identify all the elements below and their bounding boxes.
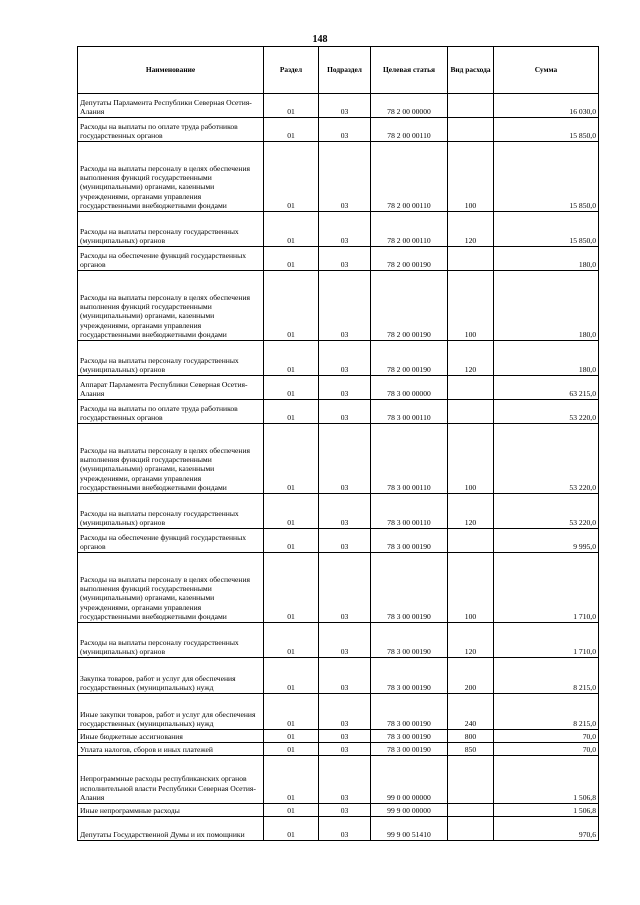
cell-section: 01 <box>264 271 319 341</box>
cell-name: Расходы на выплаты персоналу в целях обеспечения выполнения функций государственными (муниципальными) органами, казенными учреждениями, органами управления государственными внебюджетными фондами <box>78 424 264 494</box>
cell-section: 01 <box>264 212 319 247</box>
cell-name: Расходы на выплаты персоналу государственных (муниципальных) органов <box>78 341 264 376</box>
cell-section: 01 <box>264 804 319 817</box>
cell-sum: 180,0 <box>494 271 599 341</box>
cell-sum: 9 995,0 <box>494 529 599 553</box>
cell-name: Депутаты Парламента Республики Северная Осетия-Алания <box>78 94 264 118</box>
cell-expense-type <box>448 400 494 424</box>
cell-subsection: 03 <box>319 804 371 817</box>
cell-target: 78 3 00 00190 <box>371 743 448 756</box>
cell-subsection: 03 <box>319 730 371 743</box>
table-row <box>78 424 599 494</box>
table-row <box>78 817 599 841</box>
table-row <box>78 271 599 341</box>
cell-expense-type <box>448 756 494 804</box>
cell-sum: 63 215,0 <box>494 376 599 400</box>
cell-sum: 70,0 <box>494 743 599 756</box>
cell-name: Расходы на выплаты персоналу государственных (муниципальных) органов <box>78 623 264 658</box>
table-body <box>78 94 599 841</box>
cell-section: 01 <box>264 118 319 142</box>
cell-name: Депутаты Государственной Думы и их помощники <box>78 817 264 841</box>
table-row <box>78 376 599 400</box>
cell-name: Расходы на обеспечение функций государственных органов <box>78 247 264 271</box>
table-row <box>78 94 599 118</box>
cell-section: 01 <box>264 756 319 804</box>
table-row <box>78 400 599 424</box>
cell-section: 01 <box>264 142 319 212</box>
cell-sum: 180,0 <box>494 247 599 271</box>
cell-sum: 53 220,0 <box>494 400 599 424</box>
cell-expense-type: 120 <box>448 623 494 658</box>
cell-name: Расходы на выплаты персоналу в целях обеспечения выполнения функций государственными (муниципальными) органами, казенными учреждениями, органами управления государственными внебюджетными фондами <box>78 553 264 623</box>
header-sum: Сумма <box>494 47 599 94</box>
cell-target: 78 2 00 00190 <box>371 271 448 341</box>
cell-subsection: 03 <box>319 553 371 623</box>
cell-name: Иные непрограммные расходы <box>78 804 264 817</box>
cell-expense-type: 120 <box>448 341 494 376</box>
cell-target: 78 2 00 00110 <box>371 212 448 247</box>
cell-subsection: 03 <box>319 341 371 376</box>
cell-subsection: 03 <box>319 118 371 142</box>
table-row <box>78 553 599 623</box>
cell-sum: 970,6 <box>494 817 599 841</box>
cell-sum: 53 220,0 <box>494 494 599 529</box>
cell-section: 01 <box>264 400 319 424</box>
page-number: 148 <box>312 34 328 45</box>
cell-subsection: 03 <box>319 817 371 841</box>
cell-sum: 15 850,0 <box>494 118 599 142</box>
budget-table <box>77 46 599 841</box>
cell-sum: 180,0 <box>494 341 599 376</box>
cell-name: Расходы на выплаты по оплате труда работников государственных органов <box>78 118 264 142</box>
cell-subsection: 03 <box>319 623 371 658</box>
cell-subsection: 03 <box>319 142 371 212</box>
cell-section: 01 <box>264 694 319 730</box>
cell-name: Расходы на выплаты персоналу государственных (муниципальных) органов <box>78 494 264 529</box>
table-row <box>78 743 599 756</box>
cell-expense-type <box>448 247 494 271</box>
cell-section: 01 <box>264 623 319 658</box>
table-header-row <box>78 47 599 94</box>
cell-subsection: 03 <box>319 694 371 730</box>
table-row <box>78 341 599 376</box>
cell-section: 01 <box>264 743 319 756</box>
cell-name: Иные бюджетные ассигнования <box>78 730 264 743</box>
table-row <box>78 804 599 817</box>
cell-expense-type <box>448 118 494 142</box>
cell-section: 01 <box>264 247 319 271</box>
header-name: Наименование <box>78 47 264 94</box>
cell-name: Закупка товаров, работ и услуг для обеспечения государственных (муниципальных) нужд <box>78 658 264 694</box>
cell-sum: 70,0 <box>494 730 599 743</box>
cell-name: Расходы на обеспечение функций государственных органов <box>78 529 264 553</box>
cell-expense-type: 100 <box>448 271 494 341</box>
cell-target: 78 2 00 00190 <box>371 247 448 271</box>
cell-subsection: 03 <box>319 424 371 494</box>
cell-sum: 1 506,8 <box>494 804 599 817</box>
cell-target: 78 3 00 00190 <box>371 623 448 658</box>
cell-target: 78 3 00 00190 <box>371 529 448 553</box>
cell-expense-type: 200 <box>448 658 494 694</box>
cell-subsection: 03 <box>319 212 371 247</box>
cell-target: 78 3 00 00190 <box>371 730 448 743</box>
cell-sum: 1 506,8 <box>494 756 599 804</box>
cell-section: 01 <box>264 341 319 376</box>
table-row <box>78 756 599 804</box>
cell-expense-type: 850 <box>448 743 494 756</box>
cell-target: 78 2 00 00000 <box>371 94 448 118</box>
table-row <box>78 247 599 271</box>
cell-subsection: 03 <box>319 94 371 118</box>
cell-name: Аппарат Парламента Республики Северная Осетия-Алания <box>78 376 264 400</box>
cell-expense-type: 100 <box>448 553 494 623</box>
cell-section: 01 <box>264 424 319 494</box>
cell-name: Расходы на выплаты персоналу в целях обеспечения выполнения функций государственными (муниципальными) органами, казенными учреждениями, органами управления государственными внебюджетными фондами <box>78 271 264 341</box>
cell-name: Иные закупки товаров, работ и услуг для обеспечения государственных (муниципальных) нужд <box>78 694 264 730</box>
table-row <box>78 529 599 553</box>
cell-expense-type <box>448 376 494 400</box>
cell-target: 78 3 00 00110 <box>371 424 448 494</box>
cell-section: 01 <box>264 730 319 743</box>
cell-name: Расходы на выплаты персоналу государственных (муниципальных) органов <box>78 212 264 247</box>
cell-subsection: 03 <box>319 247 371 271</box>
cell-section: 01 <box>264 94 319 118</box>
cell-section: 01 <box>264 494 319 529</box>
cell-subsection: 03 <box>319 271 371 341</box>
cell-subsection: 03 <box>319 756 371 804</box>
cell-name: Расходы на выплаты персоналу в целях обеспечения выполнения функций государственными (муниципальными) органами, казенными учреждениями, органами управления государственными внебюджетными фондами <box>78 142 264 212</box>
cell-section: 01 <box>264 658 319 694</box>
cell-target: 78 3 00 00000 <box>371 376 448 400</box>
table-row <box>78 730 599 743</box>
cell-target: 78 3 00 00190 <box>371 658 448 694</box>
cell-sum: 16 030,0 <box>494 94 599 118</box>
cell-expense-type: 120 <box>448 494 494 529</box>
table-row <box>78 623 599 658</box>
table-row <box>78 118 599 142</box>
table-row <box>78 212 599 247</box>
cell-target: 99 9 00 00000 <box>371 804 448 817</box>
header-target: Целевая статья <box>371 47 448 94</box>
cell-sum: 15 850,0 <box>494 212 599 247</box>
header-expense-type: Вид расхода <box>448 47 494 94</box>
cell-target: 78 2 00 00110 <box>371 118 448 142</box>
cell-section: 01 <box>264 529 319 553</box>
table-row <box>78 494 599 529</box>
cell-name: Уплата налогов, сборов и иных платежей <box>78 743 264 756</box>
cell-sum: 8 215,0 <box>494 658 599 694</box>
cell-section: 01 <box>264 817 319 841</box>
cell-sum: 1 710,0 <box>494 553 599 623</box>
cell-target: 78 3 00 00110 <box>371 494 448 529</box>
cell-target: 78 3 00 00190 <box>371 694 448 730</box>
cell-target: 78 2 00 00190 <box>371 341 448 376</box>
cell-target: 99 0 00 00000 <box>371 756 448 804</box>
cell-expense-type <box>448 529 494 553</box>
cell-expense-type <box>448 804 494 817</box>
header-section: Раздел <box>264 47 319 94</box>
cell-subsection: 03 <box>319 743 371 756</box>
cell-subsection: 03 <box>319 529 371 553</box>
cell-subsection: 03 <box>319 658 371 694</box>
cell-sum: 15 850,0 <box>494 142 599 212</box>
header-subsection: Подраздел <box>319 47 371 94</box>
table-row <box>78 658 599 694</box>
cell-subsection: 03 <box>319 376 371 400</box>
table-row <box>78 694 599 730</box>
cell-expense-type: 800 <box>448 730 494 743</box>
cell-expense-type: 100 <box>448 424 494 494</box>
cell-name: Непрограммные расходы республиканских органов исполнительной власти Республики Северная Осетия-Алания <box>78 756 264 804</box>
table-row <box>78 142 599 212</box>
cell-expense-type <box>448 94 494 118</box>
cell-sum: 8 215,0 <box>494 694 599 730</box>
cell-expense-type: 240 <box>448 694 494 730</box>
cell-subsection: 03 <box>319 494 371 529</box>
cell-expense-type: 100 <box>448 142 494 212</box>
cell-expense-type: 120 <box>448 212 494 247</box>
cell-expense-type <box>448 817 494 841</box>
cell-section: 01 <box>264 553 319 623</box>
cell-target: 78 2 00 00110 <box>371 142 448 212</box>
cell-target: 78 3 00 00110 <box>371 400 448 424</box>
cell-section: 01 <box>264 376 319 400</box>
cell-target: 78 3 00 00190 <box>371 553 448 623</box>
cell-sum: 53 220,0 <box>494 424 599 494</box>
cell-target: 99 9 00 51410 <box>371 817 448 841</box>
cell-sum: 1 710,0 <box>494 623 599 658</box>
cell-name: Расходы на выплаты по оплате труда работников государственных органов <box>78 400 264 424</box>
cell-subsection: 03 <box>319 400 371 424</box>
